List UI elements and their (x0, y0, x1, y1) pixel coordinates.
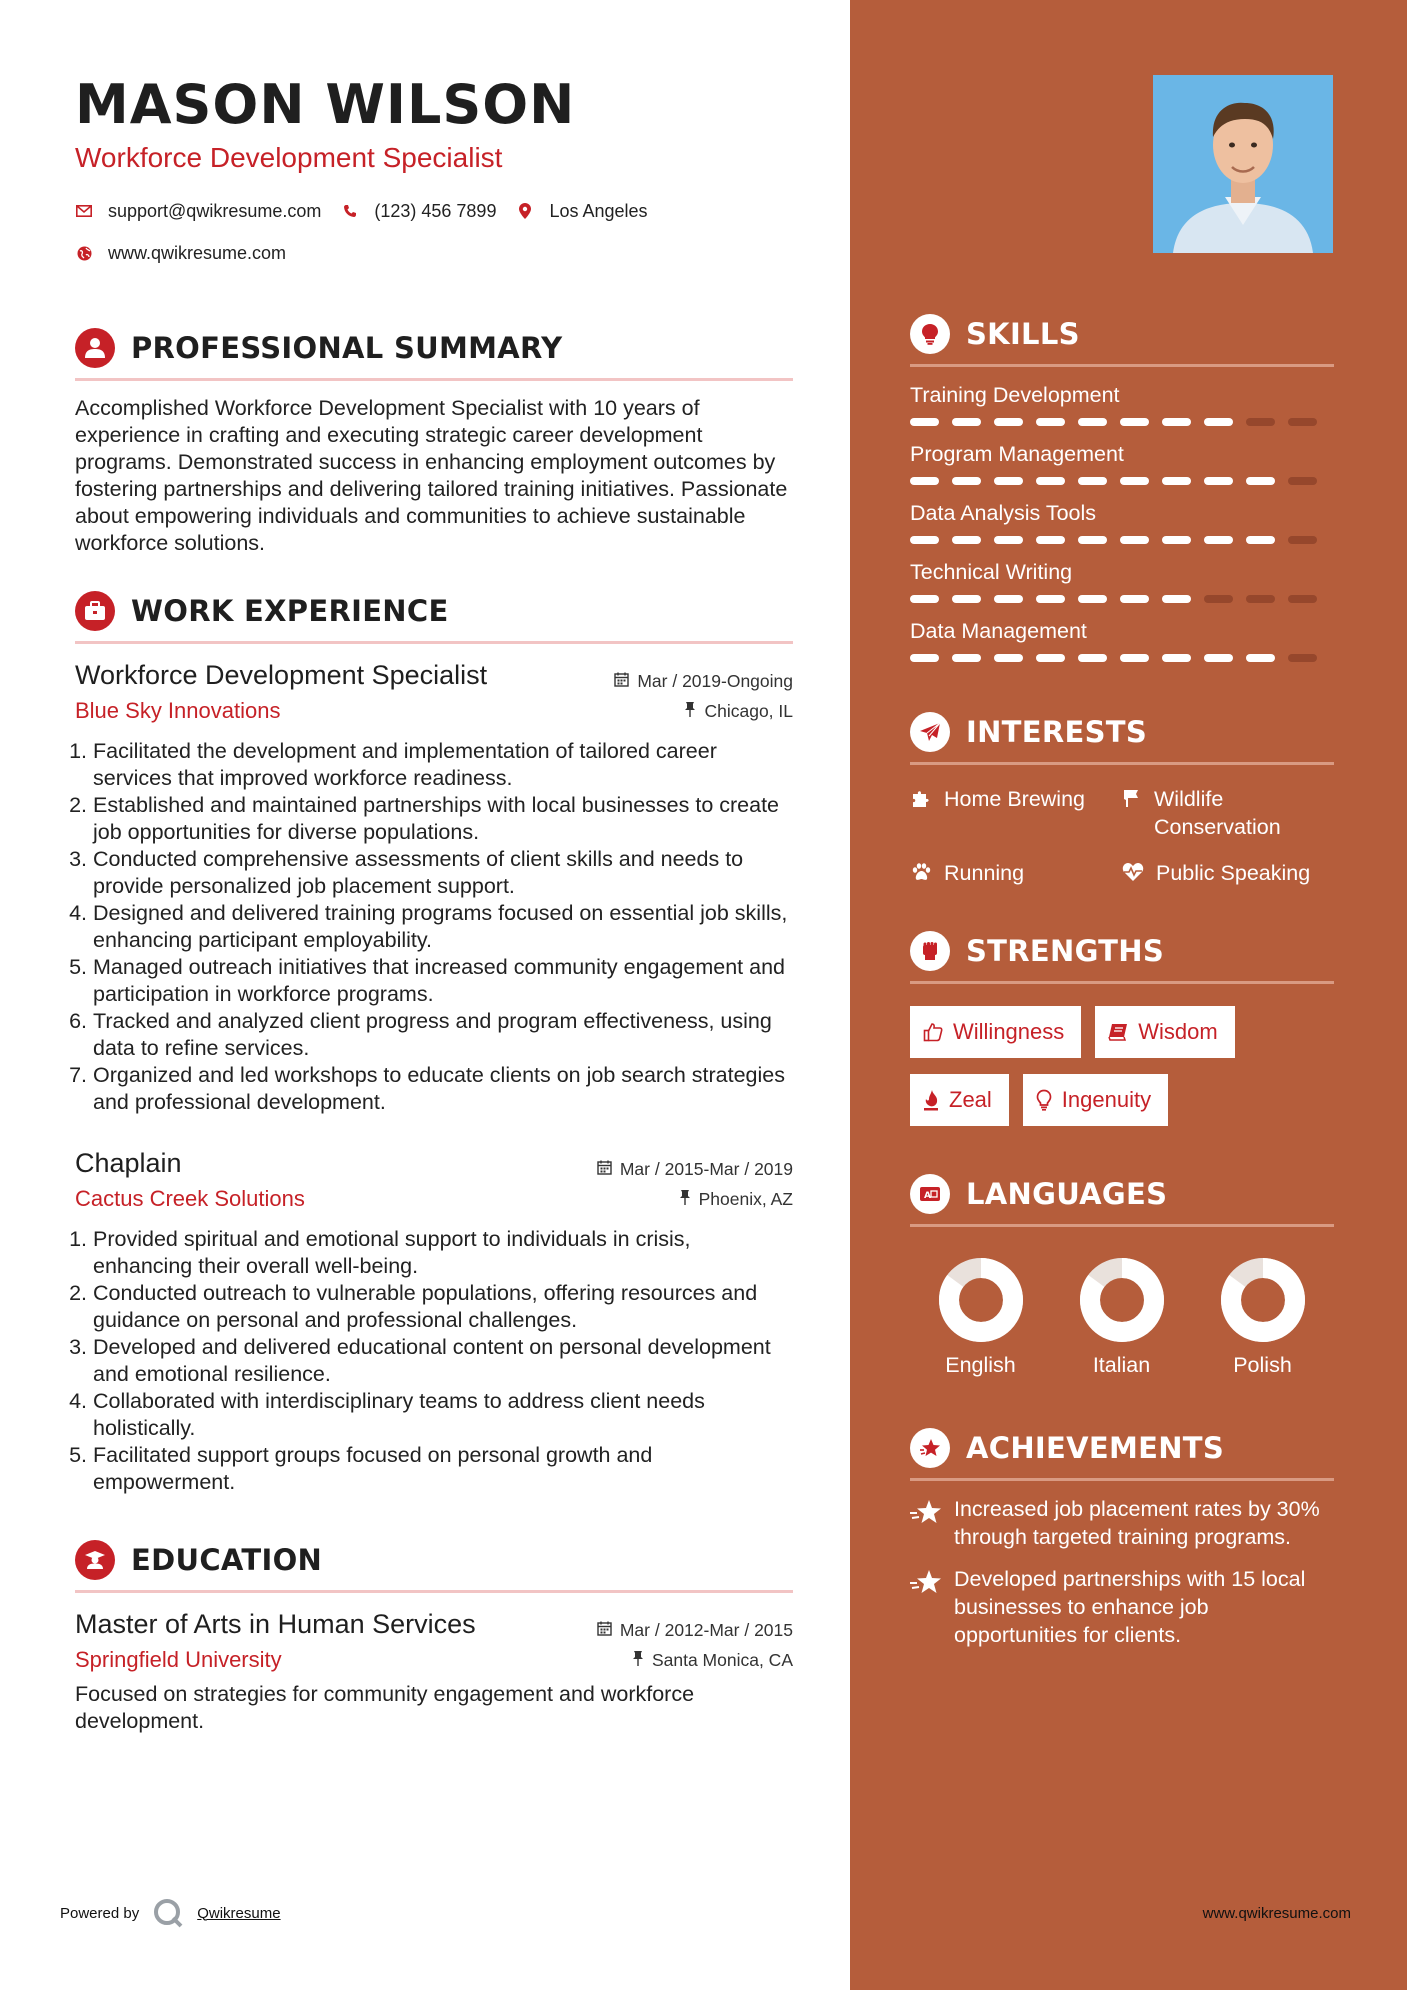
job-bullets (75, 1226, 793, 1496)
skill-rating (910, 654, 1334, 662)
skills-heading: SKILLS (966, 317, 1080, 351)
lightbulb-icon (910, 314, 950, 354)
language-name: Polish (1233, 1353, 1292, 1377)
skill-dash-empty (1288, 418, 1317, 426)
star-badge-icon (910, 1428, 950, 1468)
skill-dash-filled (1036, 595, 1065, 603)
skill-dash-filled (1078, 477, 1107, 485)
education-dates: Mar / 2012-Mar / 2015 (619, 1620, 793, 1640)
job-entry (75, 1146, 793, 1496)
achievement-text: Developed partnerships with 15 local businesses to enhance job opportunities for clients. (954, 1567, 1306, 1647)
interest-item (1122, 859, 1332, 887)
qwikresume-link[interactable]: Qwikresume (197, 1904, 281, 1922)
section-divider (910, 1478, 1334, 1481)
list-item: 3. Developed and delivered educational content on personal development and emotional resilience. (93, 1334, 793, 1388)
interest-item (910, 785, 1122, 841)
skill-dash-filled (994, 477, 1023, 485)
list-item: 5. Facilitated support groups focused on personal growth and empowerment. (93, 1442, 793, 1496)
company-name: Cactus Creek Solutions (75, 1186, 305, 1211)
skill-dash-filled (952, 418, 981, 426)
flag-icon (1122, 788, 1142, 808)
list-item: 1. Provided spiritual and emotional support to individuals in crisis, enhancing their overall well-being. (93, 1226, 793, 1280)
skill-item (910, 617, 1334, 662)
skill-dash-filled (1204, 477, 1233, 485)
skill-dash-filled (1120, 595, 1149, 603)
list-item: 5. Managed outreach initiatives that increased community engagement and participation in workforce programs. (93, 954, 793, 1008)
language-level-donut (1079, 1257, 1165, 1343)
section-divider (910, 364, 1334, 367)
section-divider (910, 981, 1334, 984)
summary-section (75, 324, 793, 557)
skill-dash-filled (1162, 536, 1191, 544)
skill-dash-filled (952, 654, 981, 662)
strengths-heading: STRENGTHS (966, 934, 1165, 968)
skill-dash-filled (1120, 536, 1149, 544)
powered-by-label: Powered by (60, 1904, 140, 1922)
skill-dash-filled (1204, 654, 1233, 662)
calendar-icon (597, 1621, 612, 1640)
skill-dash-filled (910, 654, 939, 662)
job-title: Workforce Development Specialist (75, 660, 488, 690)
skill-dash-filled (1078, 654, 1107, 662)
experience-heading: WORK EXPERIENCE (131, 594, 449, 628)
skill-dash-filled (1162, 595, 1191, 603)
school-name: Springfield University (75, 1647, 282, 1672)
skill-dash-filled (1036, 654, 1065, 662)
skill-dash-empty (1246, 418, 1275, 426)
skill-name: Data Management (910, 619, 1087, 643)
section-divider (75, 1590, 793, 1593)
strength-chip (910, 1006, 1081, 1058)
language-item (910, 1257, 1051, 1378)
user-icon (75, 328, 115, 368)
skill-dash-filled (1120, 418, 1149, 426)
interest-item (910, 859, 1122, 887)
fist-icon (910, 931, 950, 971)
list-item: 2. Established and maintained partnerships with local businesses to create job opportunities for diverse populations. (93, 792, 793, 846)
skill-dash-filled (1246, 654, 1275, 662)
graduate-icon (75, 1540, 115, 1580)
skill-dash-filled (910, 418, 939, 426)
interests-heading: INTERESTS (966, 715, 1148, 749)
languages-section (910, 1170, 1334, 1378)
skill-dash-empty (1204, 595, 1233, 603)
interest-name: Wildlife Conservation (1154, 787, 1281, 839)
section-divider (75, 378, 793, 381)
skill-dash-filled (1036, 477, 1065, 485)
list-item: 1. Facilitated the development and implementation of tailored career services that improved workforce readiness. (93, 738, 793, 792)
languages-heading: LANGUAGES (966, 1177, 1168, 1211)
map-marker-icon (516, 202, 534, 220)
skill-name: Program Management (910, 442, 1124, 466)
pushpin-icon (679, 1189, 691, 1209)
skill-rating (910, 536, 1334, 544)
heartbeat-icon (1122, 862, 1144, 882)
profile-photo (1153, 75, 1333, 253)
star-icon (910, 1499, 942, 1551)
skill-dash-filled (994, 654, 1023, 662)
pushpin-icon (684, 701, 696, 721)
strength-chip (1023, 1074, 1168, 1126)
interest-item (1122, 785, 1332, 841)
skill-dash-filled (1078, 536, 1107, 544)
job-location: Phoenix, AZ (698, 1188, 793, 1209)
strength-chip (1095, 1006, 1234, 1058)
puzzle-icon (910, 788, 932, 808)
skill-rating (910, 418, 1334, 426)
strength-name: Willingness (953, 1019, 1065, 1044)
language-icon (910, 1174, 950, 1214)
skill-dash-filled (1204, 536, 1233, 544)
skill-item (910, 381, 1334, 426)
skill-dash-filled (994, 536, 1023, 544)
globe-icon (75, 244, 93, 262)
education-section (75, 1536, 793, 1735)
skill-dash-filled (910, 536, 939, 544)
company-name: Blue Sky Innovations (75, 698, 281, 723)
skill-dash-filled (952, 595, 981, 603)
skill-dash-empty (1288, 595, 1317, 603)
contact-location: Los Angeles (549, 200, 648, 221)
skill-name: Technical Writing (910, 560, 1073, 584)
calendar-icon (614, 672, 629, 691)
achievements-section (910, 1424, 1334, 1649)
achievement-text: Increased job placement rates by 30% through targeted training programs. (954, 1497, 1320, 1549)
language-level-donut (1220, 1257, 1306, 1343)
achievement-item (910, 1495, 1334, 1551)
thumbs-up-icon (923, 1022, 943, 1042)
strength-name: Zeal (949, 1087, 992, 1112)
interest-name: Running (944, 861, 1025, 885)
list-item: 4. Designed and delivered training programs focused on essential job skills, enhancing participant employability. (93, 900, 793, 954)
skill-dash-filled (1246, 477, 1275, 485)
book-icon (1108, 1023, 1128, 1041)
contact-email[interactable]: support@qwikresume.com (108, 200, 322, 221)
job-location: Chicago, IL (704, 700, 793, 721)
summary-heading: PROFESSIONAL SUMMARY (131, 331, 563, 365)
pushpin-icon (632, 1650, 644, 1670)
svg-text:A: A (924, 1191, 931, 1201)
skill-dash-filled (1036, 536, 1065, 544)
star-icon (910, 1569, 942, 1649)
skill-rating (910, 595, 1334, 603)
language-level-donut (938, 1257, 1024, 1343)
skill-dash-filled (1078, 595, 1107, 603)
section-divider (75, 641, 793, 644)
skill-dash-filled (994, 418, 1023, 426)
candidate-name: MASON WILSON (75, 73, 576, 136)
section-divider (910, 762, 1334, 765)
language-name: Italian (1092, 1353, 1151, 1377)
interest-name: Public Speaking (1156, 861, 1311, 885)
paper-plane-icon (910, 712, 950, 752)
footer-powered-by (60, 1898, 281, 1928)
skill-item (910, 558, 1334, 603)
language-item (1051, 1257, 1192, 1378)
strengths-section (910, 927, 1334, 1126)
skill-dash-empty (1288, 536, 1317, 544)
summary-text: Accomplished Workforce Development Specialist with 10 years of experience in crafting and executing strategic career development programs. Demonstrated success in enhancing employment outcomes by fostering partnerships and delivering tailored training initiatives. Passionate about empowering individuals and communities to achieve sustainable workforce solutions. (75, 396, 788, 555)
interest-name: Home Brewing (944, 787, 1085, 811)
qwikresume-logo-icon (153, 1898, 183, 1928)
job-bullets (75, 738, 793, 1116)
experience-section (75, 587, 793, 1496)
list-item: 3. Conducted comprehensive assessments of client skills and needs to provide personalized job placement support. (93, 846, 793, 900)
skill-dash-filled (910, 595, 939, 603)
strength-chip (910, 1074, 1009, 1126)
phone-icon (341, 202, 359, 220)
contact-website[interactable]: www.qwikresume.com (108, 242, 287, 263)
skill-dash-empty (1288, 654, 1317, 662)
skill-dash-filled (1120, 654, 1149, 662)
contact-info (75, 190, 793, 274)
skill-name: Data Analysis Tools (910, 501, 1097, 525)
sidebar (850, 0, 1407, 1990)
footer-website[interactable]: www.qwikresume.com (1202, 1905, 1351, 1922)
calendar-icon (597, 1160, 612, 1179)
strength-name: Ingenuity (1061, 1087, 1152, 1112)
job-entry (75, 658, 793, 1116)
skill-dash-filled (1204, 418, 1233, 426)
skill-dash-filled (952, 477, 981, 485)
skill-dash-empty (1246, 595, 1275, 603)
paw-icon (910, 862, 932, 882)
education-location: Santa Monica, CA (651, 1649, 793, 1670)
education-description: Focused on strategies for community engagement and workforce development. (75, 1682, 695, 1733)
skill-dash-empty (1288, 477, 1317, 485)
skill-dash-filled (994, 595, 1023, 603)
interests-section (910, 708, 1334, 887)
list-item: 6. Tracked and analyzed client progress and program effectiveness, using data to refine services. (93, 1008, 793, 1062)
strength-name: Wisdom (1138, 1019, 1218, 1044)
skill-dash-filled (1162, 654, 1191, 662)
skill-dash-filled (1120, 477, 1149, 485)
fire-icon (923, 1089, 939, 1111)
job-title: Chaplain (75, 1148, 182, 1178)
envelope-icon (75, 202, 93, 220)
skill-dash-filled (1162, 477, 1191, 485)
achievement-item (910, 1565, 1334, 1649)
skill-dash-filled (910, 477, 939, 485)
job-dates: Mar / 2015-Mar / 2019 (619, 1159, 793, 1179)
list-item: 7. Organized and led workshops to educate clients on job search strategies and professional development. (93, 1062, 793, 1116)
degree-title: Master of Arts in Human Services (75, 1609, 476, 1639)
list-item: 2. Conducted outreach to vulnerable populations, offering resources and guidance on personal and professional challenges. (93, 1280, 793, 1334)
skill-name: Training Development (910, 383, 1120, 407)
briefcase-icon (75, 591, 115, 631)
skills-section (910, 310, 1334, 662)
skill-rating (910, 477, 1334, 485)
skill-dash-filled (1162, 418, 1191, 426)
achievements-heading: ACHIEVEMENTS (966, 1431, 1225, 1465)
skill-dash-filled (1246, 536, 1275, 544)
skill-item (910, 440, 1334, 485)
education-heading: EDUCATION (131, 1543, 323, 1577)
skill-dash-filled (1078, 418, 1107, 426)
skill-dash-filled (1036, 418, 1065, 426)
skill-dash-filled (952, 536, 981, 544)
skill-item (910, 499, 1334, 544)
section-divider (910, 1224, 1334, 1227)
language-name: English (945, 1353, 1016, 1377)
language-item (1192, 1257, 1333, 1378)
lightbulb-icon (1036, 1089, 1052, 1111)
job-dates: Mar / 2019-Ongoing (637, 671, 793, 691)
candidate-title: Workforce Development Specialist (75, 142, 503, 173)
list-item: 4. Collaborated with interdisciplinary teams to address client needs holistically. (93, 1388, 793, 1442)
contact-phone[interactable]: (123) 456 7899 (374, 200, 497, 221)
